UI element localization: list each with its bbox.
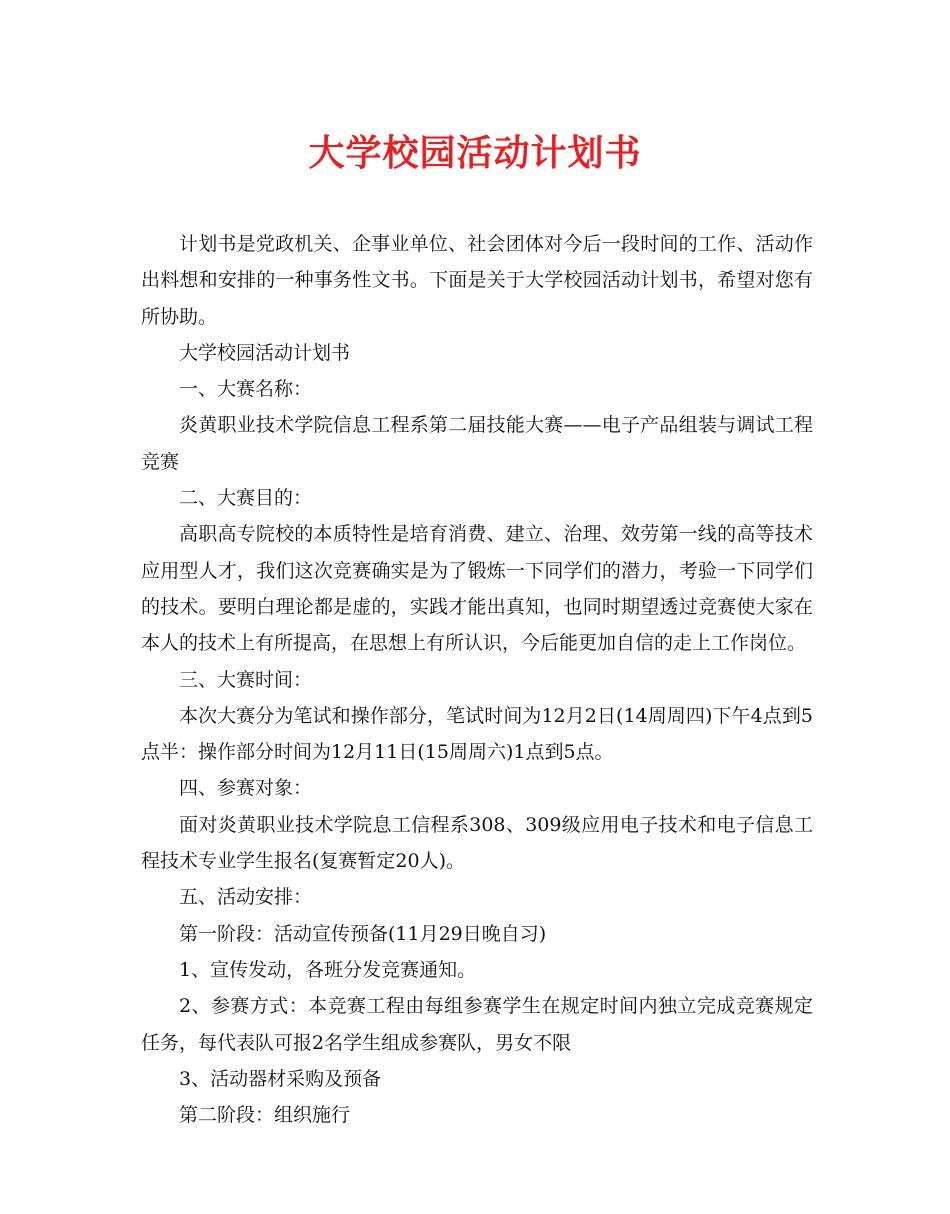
section-heading-arrangement: 五、活动安排： <box>179 886 313 909</box>
list-item-entry-method: 2、参赛方式：本竞赛工程由每组参赛学生在规定时间内独立完成竞赛规定任务，每代表队可报2名学生组成参赛队，男女不限 <box>141 995 813 1054</box>
document-title: 大学校园活动计划书 <box>308 132 642 174</box>
section-heading-participants: 四、参赛对象： <box>179 777 313 800</box>
time-paragraph: 本次大赛分为笔试和操作部分，笔试时间为12月2日(14周周四)下午4点到5点半：操作部分时间为12月11日(15周周六)1点到5点。 <box>141 704 813 764</box>
participants-paragraph: 面对炎黄职业技术学院息工信程系308、309级应用电子技术和电子信息工程技术专业学生报名(复赛暂定20人)。 <box>141 813 813 873</box>
purpose-paragraph: 高职高专院校的本质特性是培育消费、建立、治理、效劳第一线的高等技术应用型人才，我们这次竞赛确实是为了锻炼一下同学们的潜力，考验一下同学们的技术。要明白理论都是虚的，实践才能出真知，也同时期望透过竞赛使大家在本人的技术上有所提高，在思想上有所认识，今后能更加自信的走上工作岗位。 <box>141 523 813 655</box>
plan-heading: 大学校园活动计划书 <box>179 341 351 364</box>
stage-two-paragraph: 第二阶段：组织施行 <box>179 1104 351 1127</box>
section-heading-time: 三、大赛时间： <box>179 668 313 691</box>
stage-one-paragraph: 第一阶段：活动宣传预备(11月29日晚自习) <box>179 922 547 945</box>
intro-paragraph: 计划书是党政机关、企事业单位、社会团体对今后一段时间的工作、活动作出料想和安排的一种事务性文书。下面是关于大学校园活动计划书，希望对您有所协助。 <box>141 233 813 328</box>
list-item-equipment: 3、活动器材采购及预备 <box>179 1067 382 1090</box>
contest-name-paragraph: 炎黄职业技术学院信息工程系第二届技能大赛——电子产品组装与调试工程竞赛 <box>141 414 813 473</box>
list-item-publicity: 1、宣传发动，各班分发竞赛通知。 <box>179 958 477 981</box>
section-heading-purpose: 二、大赛目的： <box>179 487 313 510</box>
document-body <box>141 226 813 1133</box>
section-heading-name: 一、大赛名称： <box>179 378 313 401</box>
